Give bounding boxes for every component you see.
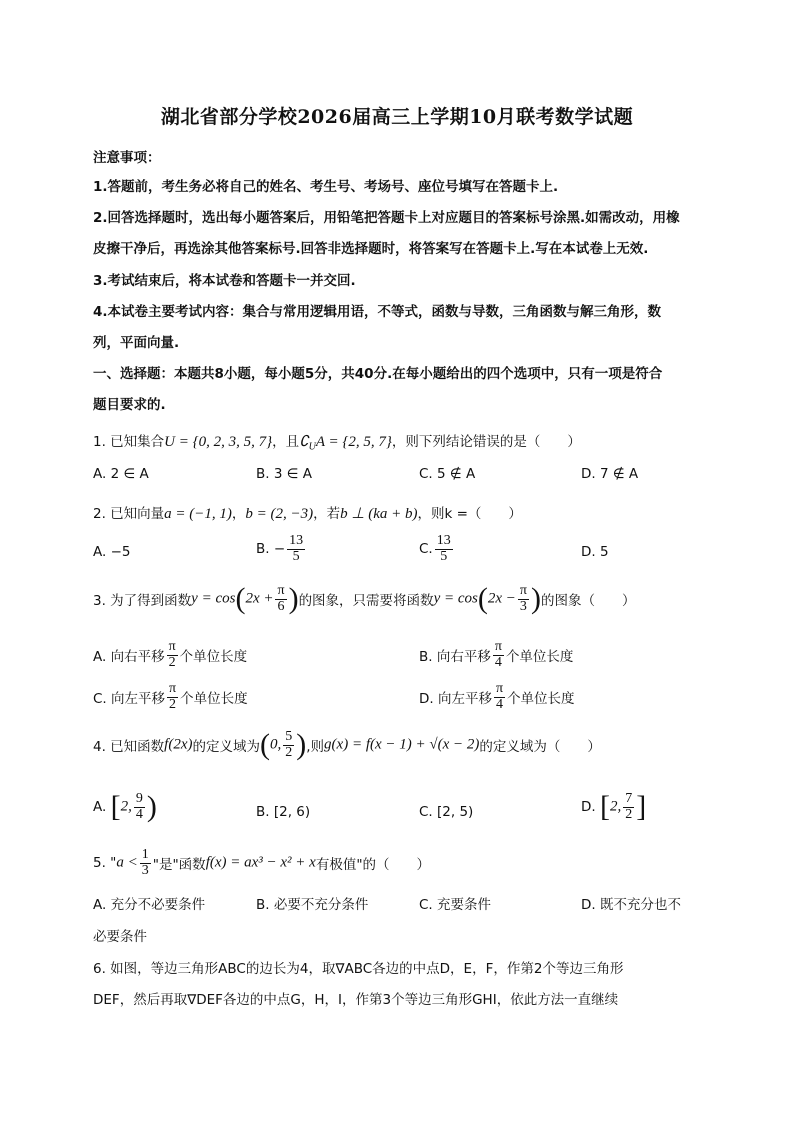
q3-f2-num: π <box>519 583 527 598</box>
q4-domain-pre: 0, <box>270 736 282 753</box>
q3-function-2: y = cos <box>433 590 478 607</box>
q4-domain-fraction <box>283 730 294 760</box>
q3-option-b-pre: B. 向右平移 <box>419 649 491 666</box>
q3-f2-den: 3 <box>519 598 527 614</box>
q3-option-c-num: π <box>169 681 177 696</box>
q2-option-a: A. −5 <box>93 544 131 560</box>
q1-option-c: C. 5 ∉ A <box>419 466 476 482</box>
q4-option-a <box>93 792 157 822</box>
q3-function-2-inner: 2x − <box>487 590 516 607</box>
q3-option-c-den: 2 <box>169 696 177 712</box>
q4-suffix: 的定义域为（ ） <box>479 739 601 756</box>
question-5 <box>93 848 430 878</box>
q3-option-d-fraction <box>494 682 505 712</box>
q3-option-d <box>419 682 575 712</box>
q2-option-c-den: 5 <box>440 548 448 564</box>
notice-item-2-line-2: 皮擦干净后，再选涂其他答案标号.回答非选择题时，将答案写在答题卡上.写在本试卷上无效. <box>93 241 649 257</box>
q3-f1-num: π <box>277 583 285 598</box>
q2-condition: b ⊥ (ka + b) <box>340 506 418 522</box>
q4-domain-open: ( <box>260 728 270 762</box>
q5-fraction <box>140 848 151 878</box>
q1-mid: ，且 <box>272 434 300 450</box>
question-3 <box>93 584 635 614</box>
notice-item-3: 3.考试结束后，将本试卷和答题卡一并交回. <box>93 273 356 289</box>
q4-option-a-close: ) <box>146 790 157 824</box>
q3-option-b-post: 个单位长度 <box>505 649 574 666</box>
q2-condition-prefix: ，若 <box>313 506 341 522</box>
q3-prefix: 3. 为了得到函数 <box>93 593 192 610</box>
q4-function-g: g(x) = f(x − 1) + √(x − 2) <box>324 736 480 753</box>
q3-option-d-num: π <box>495 681 504 696</box>
q3-option-a-den: 2 <box>168 654 176 670</box>
question-2 <box>93 502 522 523</box>
notice-item-1: 1.答题前，考生务必将自己的姓名、考生号、考场号、座位号填写在答题卡上. <box>93 179 559 195</box>
q5-den: 3 <box>141 862 149 878</box>
q5-suffix: 有极值"的（ ） <box>315 857 431 874</box>
q5-option-b: B. 必要不充分条件 <box>256 897 369 913</box>
exam-title: 湖北省部分学校2026届高三上学期10月联考数学试题 <box>160 106 634 128</box>
q4-option-d-close: ] <box>636 790 647 824</box>
q3-option-c <box>93 682 248 712</box>
q3-option-a-num: π <box>168 639 176 654</box>
q3-option-a <box>93 640 247 670</box>
q4-option-b: B. [2, 6) <box>256 804 311 820</box>
q5-option-d-wrap: 必要条件 <box>93 929 147 945</box>
q3-option-c-pre: C. 向左平移 <box>93 691 166 708</box>
q2-option-b-fraction <box>287 534 305 564</box>
q3-option-d-pre: D. 向左平移 <box>419 691 492 708</box>
q4-domain-close: ) <box>296 728 307 762</box>
q2-option-b <box>256 534 307 564</box>
question-6-line-2: DEF，然后再取∇DEF各边的中点G，H，I，作第3个等边三角形GHI，依此方法一直继续 <box>93 992 619 1008</box>
q4-domain-num: 5 <box>285 729 293 744</box>
q4-option-a-fraction <box>134 792 145 822</box>
q4-mid: 的定义域为 <box>192 739 260 756</box>
q5-function: f(x) = ax³ − x² + x <box>205 854 316 871</box>
q4-option-d <box>581 792 646 822</box>
q2-option-b-den: 5 <box>292 548 300 564</box>
q4-option-d-pre: 2, <box>609 798 622 815</box>
q3-option-a-pre: A. 向右平移 <box>93 649 165 666</box>
q4-option-a-num: 9 <box>135 791 143 806</box>
q1-complement-sub: U <box>308 441 316 453</box>
q1-suffix: ，则下列结论错误的是（ ） <box>391 434 581 450</box>
q3-option-c-post: 个单位长度 <box>180 691 248 708</box>
q1-set-u: U = {0, 2, 3, 5, 7} <box>164 434 273 450</box>
q4-option-c: C. [2, 5) <box>419 804 474 820</box>
q3-option-c-fraction <box>167 682 178 712</box>
q2-vector-b: b = (2, −3) <box>245 506 314 522</box>
q1-set-a: A = {2, 5, 7} <box>315 434 392 450</box>
notice-item-2-line-1: 2.回答选择题时，选出每小题答案后，用铅笔把答题卡上对应题目的答案标号涂黑.如需改动，用橡 <box>93 210 680 226</box>
q2-prefix: 2. 已知向量 <box>93 506 165 522</box>
question-1 <box>93 430 581 453</box>
q4-mid2: ,则 <box>306 739 325 756</box>
q3-option-b <box>419 640 573 670</box>
q5-option-a: A. 充分不必要条件 <box>93 897 206 913</box>
q4-option-d-num: 7 <box>625 791 633 806</box>
q5-condition: a < <box>116 854 138 871</box>
q3-f1-den: 6 <box>277 598 285 614</box>
q3-function-2-fraction <box>518 584 529 614</box>
q3-function-1-inner: 2x + <box>245 590 274 607</box>
notice-heading: 注意事项： <box>93 150 161 166</box>
q3-option-b-fraction <box>493 640 504 670</box>
section-1-line-1: 一、选择题：本题共8小题，每小题5分，共40分.在每小题给出的四个选项中，只有一项是符合 <box>93 366 663 382</box>
q5-prefix: 5. " <box>93 855 117 872</box>
q3-paren-close-2: ) <box>530 582 541 616</box>
q3-option-a-fraction <box>167 640 178 670</box>
q4-option-a-open: [ <box>110 790 121 824</box>
q3-option-d-post: 个单位长度 <box>507 691 575 708</box>
q2-option-d: D. 5 <box>581 544 609 560</box>
q4-option-a-pre: 2, <box>120 798 132 815</box>
q2-option-b-label: B. − <box>256 541 286 558</box>
q5-option-d: D. 既不充分也不 <box>581 897 681 913</box>
q3-option-b-den: 4 <box>494 654 502 670</box>
q1-option-d: D. 7 ∉ A <box>581 466 639 482</box>
q3-function-1: y = cos <box>191 590 236 607</box>
q1-option-a: A. 2 ∈ A <box>93 466 149 482</box>
q2-option-c-fraction <box>435 534 453 564</box>
q4-option-d-fraction <box>623 792 634 822</box>
q2-option-b-num: 13 <box>289 533 304 548</box>
notice-item-4-line-2: 列，平面向量. <box>93 335 180 351</box>
q2-vector-a: a = (−1, 1) <box>164 506 232 522</box>
q4-domain-den: 2 <box>285 744 293 760</box>
q2-option-c <box>419 534 455 564</box>
q2-separator: ， <box>231 506 246 522</box>
question-4 <box>93 730 601 760</box>
q1-prefix: 1. 已知集合 <box>93 434 165 450</box>
q3-option-b-num: π <box>494 639 502 654</box>
q2-option-c-num: 13 <box>436 533 451 548</box>
q4-prefix: 4. 已知函数 <box>93 739 165 756</box>
q3-paren-close-1: ) <box>288 582 299 616</box>
q3-suffix: 的图象（ ） <box>540 593 636 610</box>
q3-option-d-den: 4 <box>496 696 504 712</box>
q3-option-a-post: 个单位长度 <box>179 649 248 666</box>
notice-item-4-line-1: 4.本试卷主要考试内容：集合与常用逻辑用语，不等式，函数与导数，三角函数与解三角形，数 <box>93 304 662 320</box>
q5-mid: "是"函数 <box>152 857 206 874</box>
q3-paren-open-1: ( <box>235 582 246 616</box>
q4-f2x: f(2x) <box>164 736 193 753</box>
q5-option-c: C. 充要条件 <box>419 897 492 913</box>
q1-complement: ∁ <box>299 434 309 450</box>
q4-option-d-open: [ <box>599 790 610 824</box>
section-1-line-2: 题目要求的. <box>93 397 166 413</box>
q4-option-a-label: A. <box>93 799 107 816</box>
q1-option-b: B. 3 ∈ A <box>256 466 313 482</box>
q4-option-d-den: 2 <box>625 806 633 822</box>
q3-function-1-fraction <box>275 584 286 614</box>
q4-option-a-den: 4 <box>135 806 143 822</box>
q2-option-c-label: C. <box>419 541 433 558</box>
q3-mid: 的图象，只需要将函数 <box>298 593 434 610</box>
q5-num: 1 <box>141 847 149 862</box>
q3-paren-open-2: ( <box>477 582 488 616</box>
q4-option-d-label: D. <box>581 799 596 816</box>
question-6-line-1: 6. 如图，等边三角形ABC的边长为4，取∇ABC各边的中点D，E，F，作第2个等边三角形 <box>93 961 624 977</box>
q2-suffix: ，则k =（ ） <box>417 506 522 522</box>
